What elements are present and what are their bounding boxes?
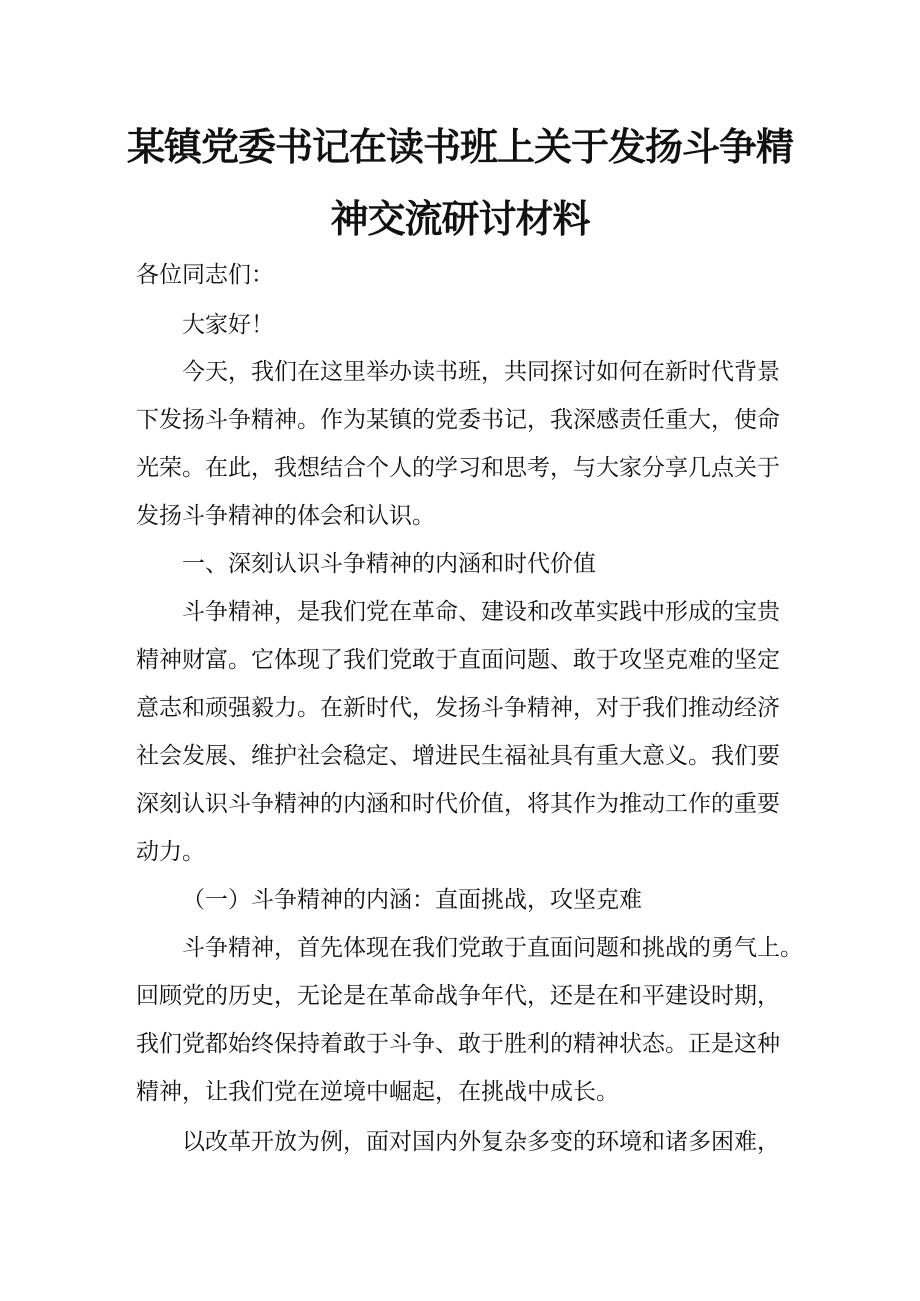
paragraph-line: 今天，我们在这里举办读书班，共同探讨如何在新时代背景 <box>182 359 780 385</box>
paragraph-line: 斗争精神，首先体现在我们党敢于直面问题和挑战的勇气上。 <box>182 935 803 961</box>
paragraph-line: 社会发展、维护社会稳定、增进民生福祉具有重大意义。我们要 <box>136 743 780 769</box>
greeting: 大家好！ <box>182 312 274 338</box>
paragraph-line: 斗争精神，是我们党在革命、建设和改革实践中形成的宝贵 <box>182 599 780 625</box>
document-title-line-2: 神交流研讨材料 <box>330 197 590 241</box>
section-heading: 一、深刻认识斗争精神的内涵和时代价值 <box>182 551 596 577</box>
paragraph-line: 深刻认识斗争精神的内涵和时代价值，将其作为推动工作的重要 <box>136 791 780 817</box>
paragraph-line: 我们党都始终保持着敢于斗争、敢于胜利的精神状态。正是这种 <box>136 1031 780 1057</box>
paragraph-line: 意志和顽强毅力。在新时代，发扬斗争精神，对于我们推动经济 <box>136 695 780 721</box>
subsection-heading: （一）斗争精神的内涵：直面挑战，攻坚克难 <box>182 887 642 913</box>
paragraph-line: 精神，让我们党在逆境中崛起，在挑战中成长。 <box>136 1079 619 1105</box>
paragraph-line: 动力。 <box>136 839 205 865</box>
paragraph-line: 发扬斗争精神的体会和认识。 <box>136 503 435 529</box>
paragraph-line: 光荣。在此，我想结合个人的学习和思考，与大家分享几点关于 <box>136 455 780 481</box>
salutation: 各位同志们： <box>136 262 274 288</box>
paragraph-line: 以改革开放为例，面对国内外复杂多变的环境和诸多困难， <box>182 1129 780 1155</box>
paragraph-line: 回顾党的历史，无论是在革命战争年代，还是在和平建设时期， <box>136 983 780 1009</box>
document-title-line-1: 某镇党委书记在读书班上关于发扬斗争精 <box>126 125 793 169</box>
paragraph-line: 下发扬斗争精神。作为某镇的党委书记，我深感责任重大，使命 <box>136 407 780 433</box>
paragraph-line: 精神财富。它体现了我们党敢于直面问题、敢于攻坚克难的坚定 <box>136 647 780 673</box>
